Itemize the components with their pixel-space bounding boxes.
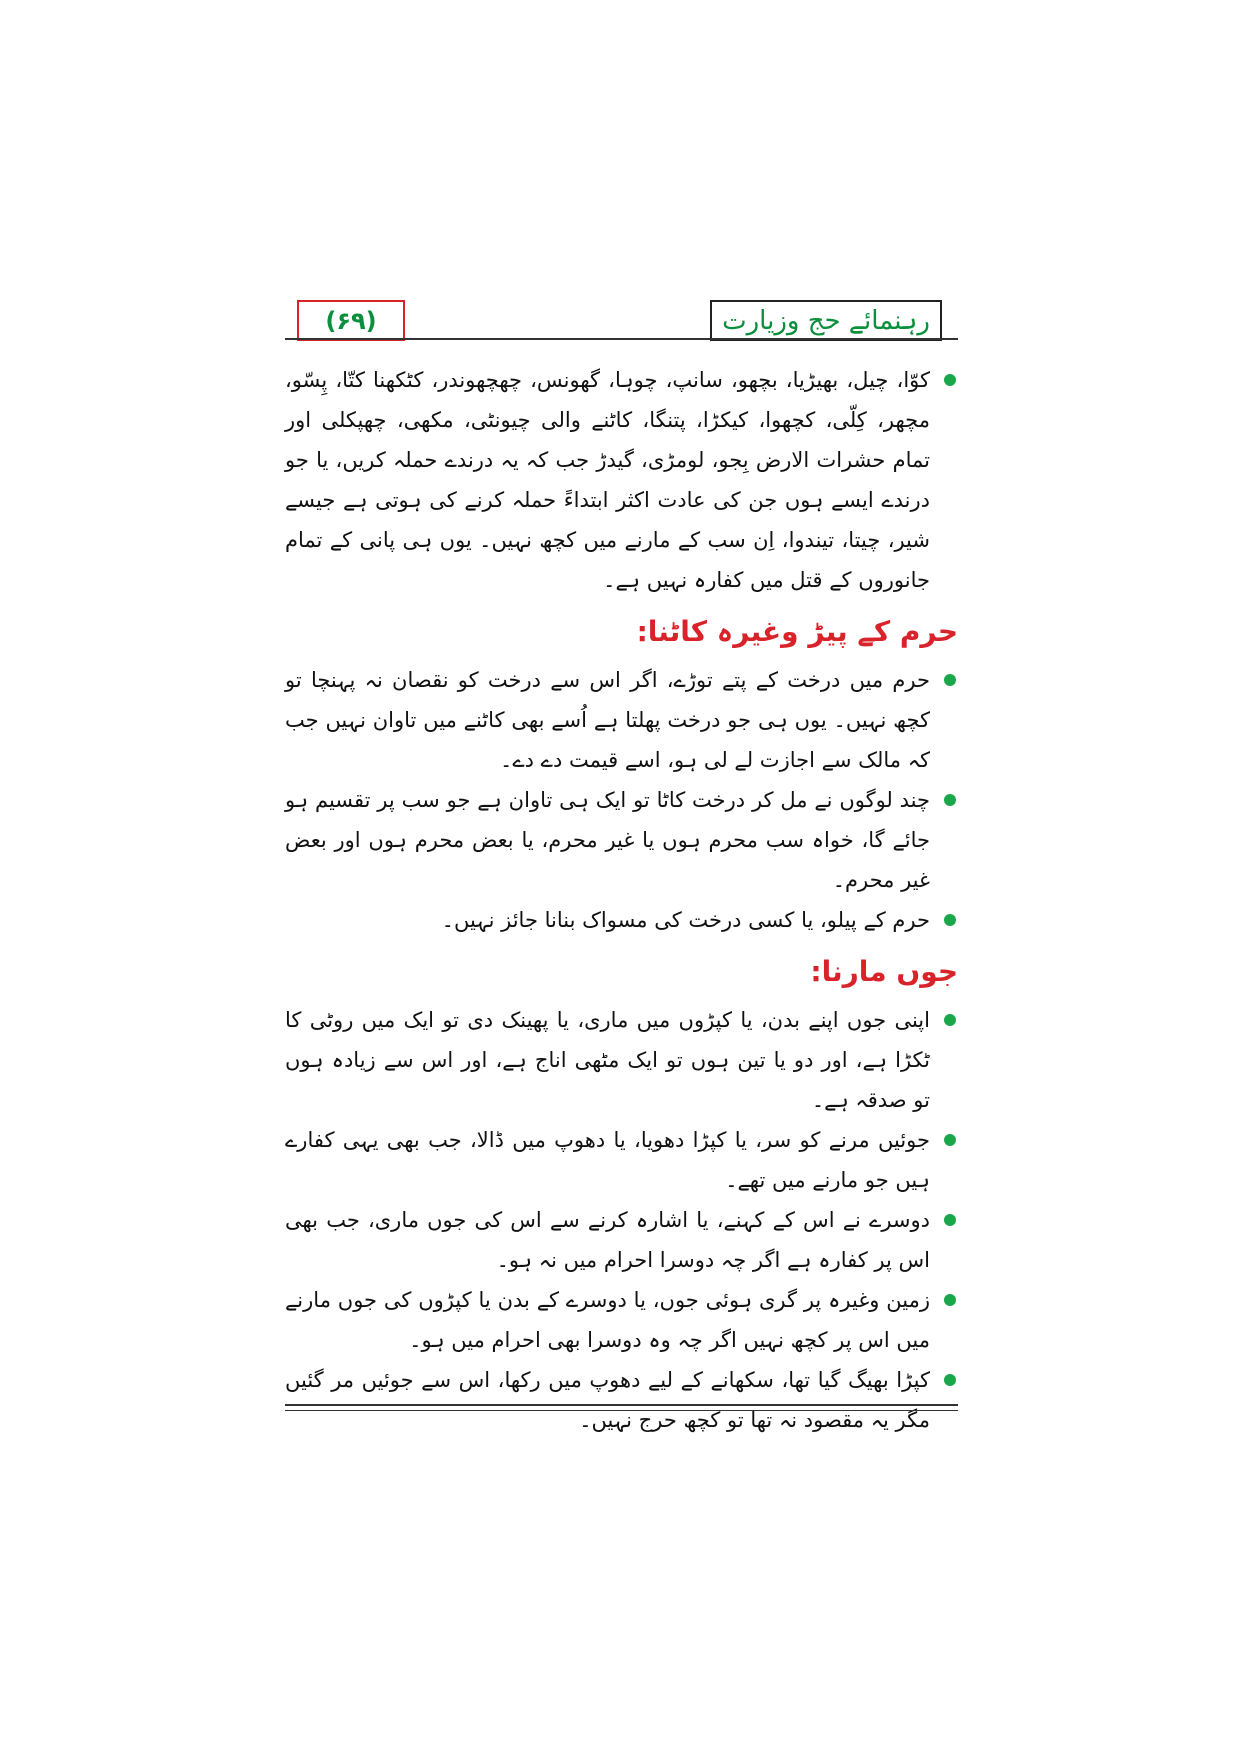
- green-bullet-icon: [944, 674, 956, 686]
- bullet-paragraph: [285, 1120, 958, 1200]
- bullet-paragraph: [285, 360, 958, 600]
- green-bullet-icon: [944, 374, 956, 386]
- page-number: (۶۹): [325, 306, 377, 335]
- footer-divider: [285, 1404, 958, 1411]
- bullet-paragraph: [285, 660, 958, 780]
- paragraph-text: حرم میں درخت کے پتے توڑے، اگر اس سے درخت کو نقصان نہ پہنچا تو کچھ نہیں۔ یوں ہی جو درخت پھلتا ہے اُسے بھی کاٹنے میں تاوان نہیں جب کہ مالک سے اجازت لے لی ہو، اسے قیمت دے دے۔: [285, 668, 930, 772]
- page-number-box: [297, 300, 405, 341]
- paragraph-text: اپنی جوں اپنے بدن، یا کپڑوں میں ماری، یا پھینک دی تو ایک میں روٹی کا ٹکڑا ہے، اور دو یا تین ہوں تو ایک مٹھی اناج ہے، اور اس سے زیادہ ہوں تو صدقہ ہے۔: [285, 1008, 930, 1112]
- book-title: رہنمائے حج وزیارت: [722, 305, 930, 336]
- green-bullet-icon: [944, 1134, 956, 1146]
- footer-rule-thick: [285, 1404, 958, 1406]
- page-content: [285, 360, 958, 1440]
- paragraph-text: زمین وغیرہ پر گری ہوئی جوں، یا دوسرے کے بدن یا کپڑوں کی جوں مارنے میں اس پر کچھ نہیں اگر چہ وہ دوسرا بھی احرام میں ہو۔: [285, 1288, 930, 1352]
- green-bullet-icon: [944, 1294, 956, 1306]
- section-heading-tree-cutting: حرم کے پیڑ وغیرہ کاٹنا:: [636, 615, 958, 648]
- header-divider: [285, 338, 958, 340]
- paragraph-text: حرم کے پیلو، یا کسی درخت کی مسواک بنانا جائز نہیں۔: [441, 908, 930, 932]
- green-bullet-icon: [944, 1214, 956, 1226]
- bullet-paragraph: [285, 1360, 958, 1440]
- paragraph-text: دوسرے نے اس کے کہنے، یا اشارہ کرنے سے اس کی جوں ماری، جب بھی اس پر کفارہ ہے اگر چہ دوسرا احرام میں نہ ہو۔: [285, 1208, 930, 1272]
- book-title-box: [710, 300, 942, 341]
- green-bullet-icon: [944, 794, 956, 806]
- bullet-paragraph: [285, 1000, 958, 1120]
- paragraph-text: کپڑا بھیگ گیا تھا، سکھانے کے لیے دھوپ میں رکھا، اس سے جوئیں مر گئیں مگر یہ مقصود نہ تھا تو کچھ حرج نہیں۔: [285, 1368, 930, 1432]
- footer-rule-thin: [285, 1410, 958, 1411]
- green-bullet-icon: [944, 1014, 956, 1026]
- bullet-paragraph: [285, 900, 958, 940]
- section-heading-lice: جوں مارنا:: [810, 955, 958, 988]
- paragraph-text: چند لوگوں نے مل کر درخت کاٹا تو ایک ہی تاوان ہے جو سب پر تقسیم ہو جائے گا، خواہ سب محرم ہوں یا غیر محرم، یا بعض محرم ہوں اور بعض غیر محرم۔: [285, 788, 930, 892]
- paragraph-text: جوئیں مرنے کو سر، یا کپڑا دھویا، یا دھوپ میں ڈالا، جب بھی یہی کفارے ہیں جو مارنے میں تھے۔: [285, 1128, 930, 1192]
- green-bullet-icon: [944, 1374, 956, 1386]
- paragraph-text: کوّا، چیل، بھیڑیا، بچھو، سانپ، چوہا، گھونس، چھچھوندر، کٹکھنا کتّا، پِسّو، مچھر، کِلّی، کچھوا، کیکڑا، پتنگا، کاٹنے والی چیونٹی، مکھی، چھپکلی اور تمام حشرات الارض بِجو، لومڑی، گیدڑ جب کہ یہ درندے حملہ کریں، یا جو درندے ایسے ہوں جن کی عادت اکثر ابتداءً حملہ کرنے کی ہوتی ہے جیسے شیر، چیتا، تیندوا، اِن سب کے مارنے میں کچھ نہیں۔ یوں ہی پانی کے تمام جانوروں کے قتل میں کفارہ نہیں ہے۔: [285, 368, 930, 592]
- green-bullet-icon: [944, 914, 956, 926]
- bullet-paragraph: [285, 1280, 958, 1360]
- bullet-paragraph: [285, 780, 958, 900]
- bullet-paragraph: [285, 1200, 958, 1280]
